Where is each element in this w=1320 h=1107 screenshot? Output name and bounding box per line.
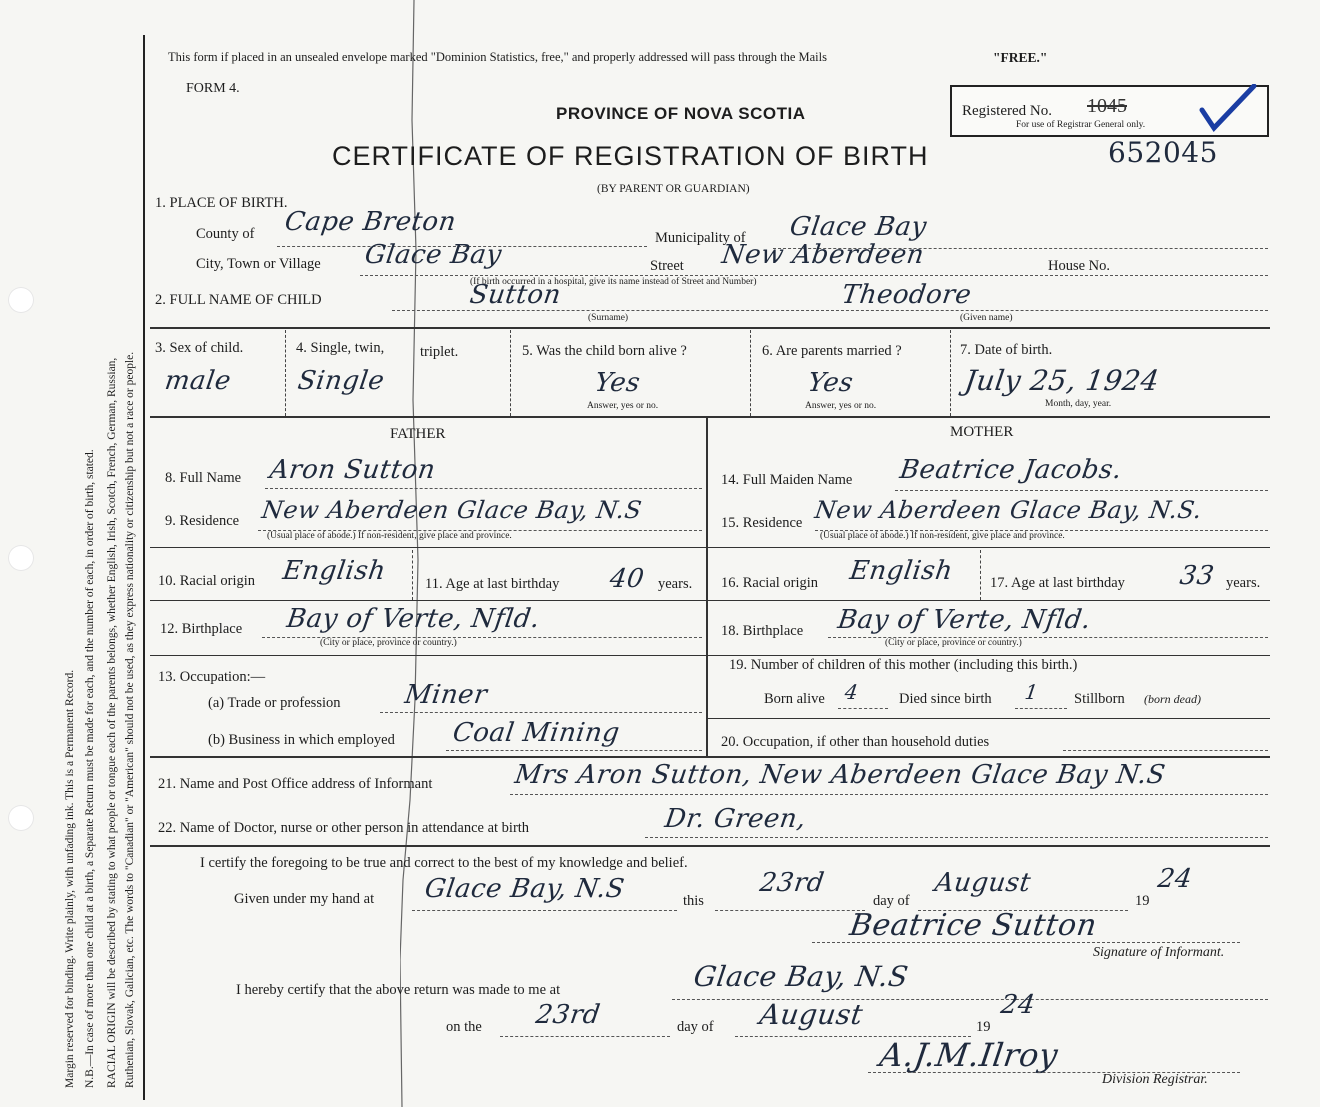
mother-occupation-label: 20. Occupation, if other than household duties: [721, 734, 990, 750]
registrar-use-note: For use of Registrar General only.: [1016, 120, 1146, 130]
informant-line: [510, 794, 1268, 795]
mother-birthplace-caption: (City or place, province or country.): [885, 638, 1022, 648]
checkmark-icon: [1198, 84, 1258, 134]
this-label: this: [683, 893, 704, 909]
registrar-day-line: [500, 1036, 670, 1037]
multiple-birth-note: N.B.—In case of more than one child at a birth, a Separate Return must be made for each, and the number of each, in order of birth, stated.: [84, 449, 96, 1088]
row-divider: [708, 655, 1270, 656]
city-value: Glace Bay: [362, 240, 504, 270]
mother-residence-value: New Aberdeen Glace Bay, N.S.: [813, 496, 1204, 524]
row-divider: [708, 600, 1270, 601]
informant-label: 21. Name and Post Office address of Informant: [158, 776, 433, 792]
certificate-subtitle: (BY PARENT OR GUARDIAN): [597, 183, 750, 195]
registration-number: 652045: [1108, 136, 1218, 169]
divider: [510, 330, 512, 416]
registrar-year: 24: [998, 990, 1038, 1020]
father-racial-value: English: [280, 556, 388, 586]
registrar-statement: I hereby certify that the above return was made to me at: [236, 982, 561, 998]
father-birthplace-caption: (City or place, province or country.): [320, 638, 457, 648]
father-name-line: [265, 488, 702, 489]
child-name-label: 2. FULL NAME OF CHILD: [155, 292, 322, 308]
born-alive-label: 5. Was the child born alive ?: [522, 343, 687, 359]
father-heading: FATHER: [390, 426, 446, 442]
informant-signature-line: [812, 942, 1240, 943]
registrar-signature-caption: Division Registrar.: [1102, 1072, 1208, 1087]
certify-statement: I certify the foregoing to be true and correct to the best of my knowledge and belief.: [200, 855, 688, 871]
divider: [285, 330, 287, 416]
row-divider: [150, 547, 706, 548]
stillborn-label: Stillborn: [1074, 691, 1125, 707]
mail-note: This form if placed in an unsealed envelope marked "Dominion Statistics, free," and properly addressed will pass through the Mails: [168, 50, 827, 64]
business-line: [446, 750, 702, 751]
doctor-line: [645, 837, 1268, 838]
surname-caption: (Surname): [588, 313, 629, 323]
left-border-line: [143, 35, 145, 1100]
mother-birthplace-label: 18. Birthplace: [721, 623, 804, 639]
row-divider: [150, 655, 706, 656]
born-alive-count: 4: [843, 680, 860, 704]
certification-year-prefix: 19: [1135, 893, 1150, 909]
died-line: [1015, 708, 1067, 709]
divider: [412, 550, 414, 600]
father-name-value: Aron Sutton: [267, 455, 438, 485]
certification-day: 23rd: [757, 868, 827, 898]
mother-age-years: years.: [1226, 575, 1261, 591]
father-birthplace-label: 12. Birthplace: [160, 621, 243, 637]
registrar-month: August: [757, 998, 866, 1031]
city-line: [360, 275, 1268, 276]
dob-caption: Month, day, year.: [1045, 399, 1112, 409]
mother-residence-label: 15. Residence: [721, 515, 803, 531]
mail-free: "FREE.": [993, 50, 1048, 65]
informant-value: Mrs Aron Sutton, New Aberdeen Glace Bay N.S: [512, 760, 1168, 790]
certificate-title: CERTIFICATE OF REGISTRATION OF BIRTH: [332, 141, 929, 171]
row-divider: [150, 600, 706, 601]
children-count-label: 19. Number of children of this mother (including this birth.): [729, 657, 1078, 673]
informant-signature: Beatrice Sutton: [847, 908, 1100, 943]
mother-age-label: 17. Age at last birthday: [990, 575, 1125, 591]
given-name-caption: (Given name): [960, 313, 1013, 323]
racial-origin-note: RACIAL ORIGIN will be described by stating to what people or tongue each of the parents belongs, whether English, Irish, Scotch, French, German, Russian,: [106, 357, 118, 1088]
municipality-label: Municipality of: [655, 230, 746, 246]
municipality-value: Glace Bay: [787, 212, 929, 242]
county-label: County of: [196, 226, 255, 242]
section-divider: [150, 416, 1270, 418]
mother-birthplace-value: Bay of Verte, Nfld.: [835, 605, 1093, 635]
mother-heading: MOTHER: [950, 424, 1014, 440]
plurality-label-b: triplet.: [420, 344, 459, 360]
certification-day-line: [715, 910, 865, 911]
doctor-label: 22. Name of Doctor, nurse or other person in attendance at birth: [158, 820, 530, 836]
married-caption: Answer, yes or no.: [805, 401, 877, 411]
mother-occupation-line: [1063, 750, 1268, 751]
day-of-label: day of: [873, 893, 910, 909]
section-divider: [150, 845, 1270, 847]
born-alive-line: [838, 708, 888, 709]
child-given-name: Theodore: [839, 280, 974, 310]
dob-label: 7. Date of birth.: [960, 342, 1053, 358]
section-divider: [150, 327, 1270, 329]
mother-residence-caption: (Usual place of abode.) If non-resident, give place and province.: [820, 531, 1065, 541]
certification-month: August: [932, 868, 1033, 898]
registrar-day-of-label: day of: [677, 1019, 714, 1035]
certification-place: Glace Bay, N.S: [422, 874, 627, 904]
on-the-label: on the: [446, 1019, 482, 1035]
business-value: Coal Mining: [450, 718, 622, 748]
section-divider: [150, 756, 1270, 758]
county-value: Cape Breton: [282, 207, 459, 237]
father-birthplace-value: Bay of Verte, Nfld.: [284, 604, 542, 634]
certification-year: 24: [1155, 864, 1195, 894]
mother-name-label: 14. Full Maiden Name: [721, 472, 853, 488]
form-number: FORM 4.: [186, 81, 240, 96]
father-racial-label: 10. Racial origin: [158, 573, 256, 589]
business-label: (b) Business in which employed: [208, 732, 395, 748]
registered-label: Registered No.: [962, 103, 1052, 119]
father-residence-label: 9. Residence: [165, 513, 240, 529]
informant-signature-caption: Signature of Informant.: [1093, 945, 1225, 960]
registrar-signature: A.J.M.Ilroy: [877, 1036, 1061, 1074]
father-occupation-label: 13. Occupation:—: [158, 669, 266, 685]
mother-name-line: [895, 490, 1268, 491]
city-label: City, Town or Village: [196, 256, 321, 272]
dob-value: July 25, 1924: [962, 364, 1162, 397]
father-age-label: 11. Age at last birthday: [425, 576, 560, 592]
trade-line: [380, 712, 702, 713]
registrar-place: Glace Bay, N.S: [691, 960, 911, 993]
divider: [950, 330, 952, 416]
mother-name-value: Beatrice Jacobs.: [897, 455, 1124, 485]
born-alive-count-label: Born alive: [764, 691, 825, 707]
registered-number-struck: 1045: [1087, 95, 1127, 117]
married-value: Yes: [805, 368, 856, 398]
father-name-label: 8. Full Name: [165, 470, 242, 486]
row-divider: [708, 547, 1270, 548]
row-divider: [708, 718, 1270, 719]
plurality-label-a: 4. Single, twin,: [296, 340, 385, 356]
father-age-value: 40: [607, 564, 647, 594]
born-alive-value: Yes: [592, 368, 643, 398]
divider: [750, 330, 752, 416]
house-label: House No.: [1048, 258, 1111, 274]
child-surname: Sutton: [467, 280, 563, 310]
column-divider: [706, 418, 708, 756]
trade-label: (a) Trade or profession: [208, 695, 341, 711]
sex-value: male: [162, 366, 233, 396]
margin-notes: [0, 0, 140, 1107]
mother-age-value: 33: [1177, 561, 1217, 591]
street-label: Street: [650, 258, 684, 274]
racial-origin-note-2: Ruthenian, Slovak, Galician, etc. The words to "Canadian" or "American" should not be used, as they express nationality or citizenship but not a race or people.: [124, 351, 136, 1088]
stillborn-caption: (born dead): [1144, 692, 1201, 706]
hospital-note: (If birth occurred in a hospital, give its name instead of Street and Number): [470, 277, 757, 287]
died-since-birth-label: Died since birth: [899, 691, 992, 707]
mother-racial-value: English: [847, 556, 955, 586]
mother-racial-label: 16. Racial origin: [721, 575, 819, 591]
born-alive-caption: Answer, yes or no.: [587, 401, 659, 411]
father-residence-value: New Aberdeen Glace Bay, N.S: [260, 496, 644, 524]
father-age-years: years.: [658, 576, 693, 592]
died-since-birth-count: 1: [1023, 680, 1040, 704]
doctor-value: Dr. Green,: [662, 804, 809, 834]
street-value: New Aberdeen: [719, 240, 927, 270]
father-residence-caption: (Usual place of abode.) If non-resident, give place and province.: [267, 531, 512, 541]
married-label: 6. Are parents married ?: [762, 343, 902, 359]
place-of-birth-heading: 1. PLACE OF BIRTH.: [155, 195, 288, 211]
given-under-label: Given under my hand at: [234, 891, 375, 907]
sex-label: 3. Sex of child.: [155, 340, 244, 356]
registrar-day: 23rd: [533, 1000, 603, 1030]
registrar-year-prefix: 19: [976, 1019, 991, 1035]
binding-note: Margin reserved for binding. Write plainly, with unfading ink. This is a Permanent Record.: [64, 669, 76, 1088]
province-heading: PROVINCE OF NOVA SCOTIA: [556, 104, 806, 123]
plurality-value: Single: [295, 366, 387, 396]
child-name-line: [392, 310, 1268, 311]
certification-place-line: [412, 910, 677, 911]
trade-value: Miner: [402, 680, 490, 710]
divider: [980, 550, 982, 600]
